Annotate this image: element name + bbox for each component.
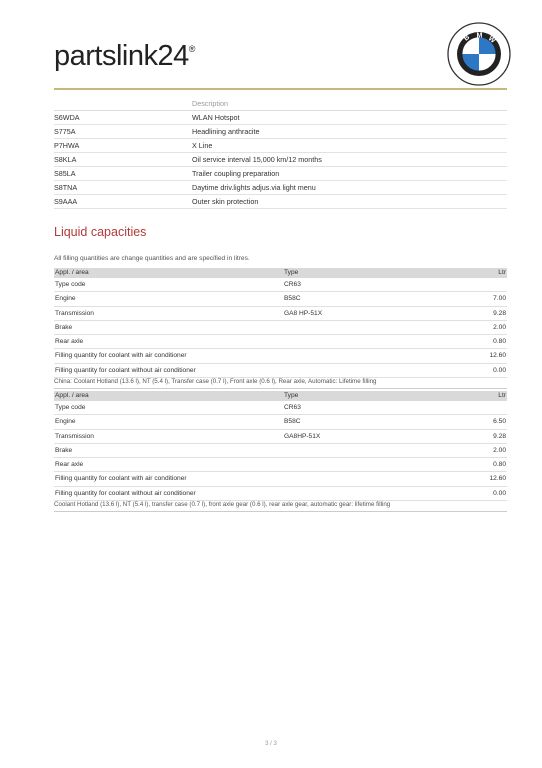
litres-cell: 2.00 [493,446,506,454]
liquid-table-1 [54,268,507,378]
litres-cell: 7.00 [493,295,506,303]
option-description: X Line [192,141,213,150]
column-header: Ltr [498,269,506,276]
table-row [54,444,507,458]
area-cell: Engine [55,295,76,303]
area-cell: Rear axle [55,461,84,469]
type-cell [284,487,446,500]
type-cell [284,472,446,485]
litres-cell: 2.00 [493,323,506,331]
liquid-intro-text: All filling quantities are change quantities and are specified in litres. [54,255,250,262]
table-row [54,364,507,378]
option-description: Outer skin protection [192,197,259,206]
type-cell [284,364,446,377]
badge-letter-w: W [486,35,497,45]
option-code: S775A [54,127,76,136]
area-cell: Filling quantity for coolant without air conditioner [55,366,196,374]
header-divider [54,88,507,90]
area-cell: Brake [55,446,73,454]
table-row [54,307,507,321]
liquid-note-2: Coolant Hotland (13.6 l), NT (5.4 l), transfer case (0.7 l), front axle gear (0.6 l), rear axle gear, automatic gear: lifetime filling [54,501,507,512]
option-description: Oil service interval 15,000 km/12 months [192,155,322,164]
option-row [54,195,507,209]
litres-cell: 0.00 [493,489,506,497]
logo-text: partslink24 [54,40,189,72]
badge-letter-m: M [476,32,483,40]
column-header: Ltr [498,392,506,399]
option-description: Daytime driv.lights adjus.via light menu [192,183,316,192]
option-code: S8TNA [54,183,78,192]
option-code: S9AAA [54,197,78,206]
option-code: S8KLA [54,155,77,164]
logo-registered-mark: ® [188,44,195,54]
area-cell: Transmission [55,309,94,317]
liquid-table-header [54,391,507,401]
area-cell: Rear axle [55,338,84,346]
litres-cell: 12.60 [489,352,506,360]
litres-cell: 0.00 [493,366,506,374]
type-cell: CR63 [284,281,301,288]
litres-cell: 9.28 [493,432,506,440]
partslink24-logo [54,40,195,73]
page-number: 3 / 3 [265,741,277,747]
type-cell: B58C [284,295,301,303]
table-row [54,349,507,363]
option-description: Headlining anthracite [192,127,260,136]
type-cell: B58C [284,418,301,426]
type-cell: GA8HP-51X [284,432,321,440]
litres-cell: 6.50 [493,418,506,426]
liquid-table-header [54,268,507,278]
badge-letter-b: B [462,33,472,43]
option-column-header: Description [54,98,507,111]
option-code: S6WDA [54,113,80,122]
table-row [54,401,507,415]
option-description: Trailer coupling preparation [192,169,280,178]
bmw-roundel-icon [447,22,511,86]
table-row [54,430,507,444]
type-cell [284,458,446,471]
type-cell [284,335,446,348]
table-row [54,321,507,335]
area-cell: Filling quantity for coolant with air conditioner [55,352,187,360]
liquid-note-1: China: Coolant Hotland (13.6 l), NT (5.4 l), Transfer case (0.7 l), Front axle (0.6 l), Rear axle, Automatic: Lifetime filling [54,378,507,389]
type-cell: CR63 [284,404,301,411]
area-cell: Engine [55,418,76,426]
area-cell: Filling quantity for coolant with air conditioner [55,475,187,483]
table-row [54,472,507,486]
type-cell [284,444,446,457]
area-cell: Filling quantity for coolant without air conditioner [55,489,196,497]
table-row [54,278,507,292]
litres-cell: 0.80 [493,338,506,346]
column-header: Type [284,269,299,276]
liquid-table-2 [54,391,507,501]
option-row [54,111,507,125]
table-row [54,292,507,306]
option-row [54,153,507,167]
area-cell: Transmission [55,432,94,440]
option-row [54,181,507,195]
litres-cell: 12.60 [489,475,506,483]
type-cell: GA8 HP-51X [284,309,323,317]
type-cell [284,321,446,334]
area-cell: Type code [55,404,86,411]
table-row [54,335,507,349]
column-header: Appl. / area [55,392,89,399]
type-cell [284,349,446,362]
column-header: Type [284,392,299,399]
option-code: S85LA [54,169,76,178]
litres-cell [446,278,507,291]
section-title: Liquid capacities [54,225,147,239]
table-row [54,415,507,429]
litres-cell: 0.80 [493,461,506,469]
table-row [54,487,507,501]
option-codes-table [54,98,507,209]
area-cell: Brake [55,323,73,331]
area-cell: Type code [55,281,86,288]
litres-cell: 9.28 [493,309,506,317]
column-header: Appl. / area [55,269,89,276]
option-description: WLAN Hotspot [192,113,240,122]
option-row [54,167,507,181]
option-row [54,125,507,139]
table-row [54,458,507,472]
option-code: P7HWA [54,141,80,150]
option-row [54,139,507,153]
litres-cell [446,401,507,414]
